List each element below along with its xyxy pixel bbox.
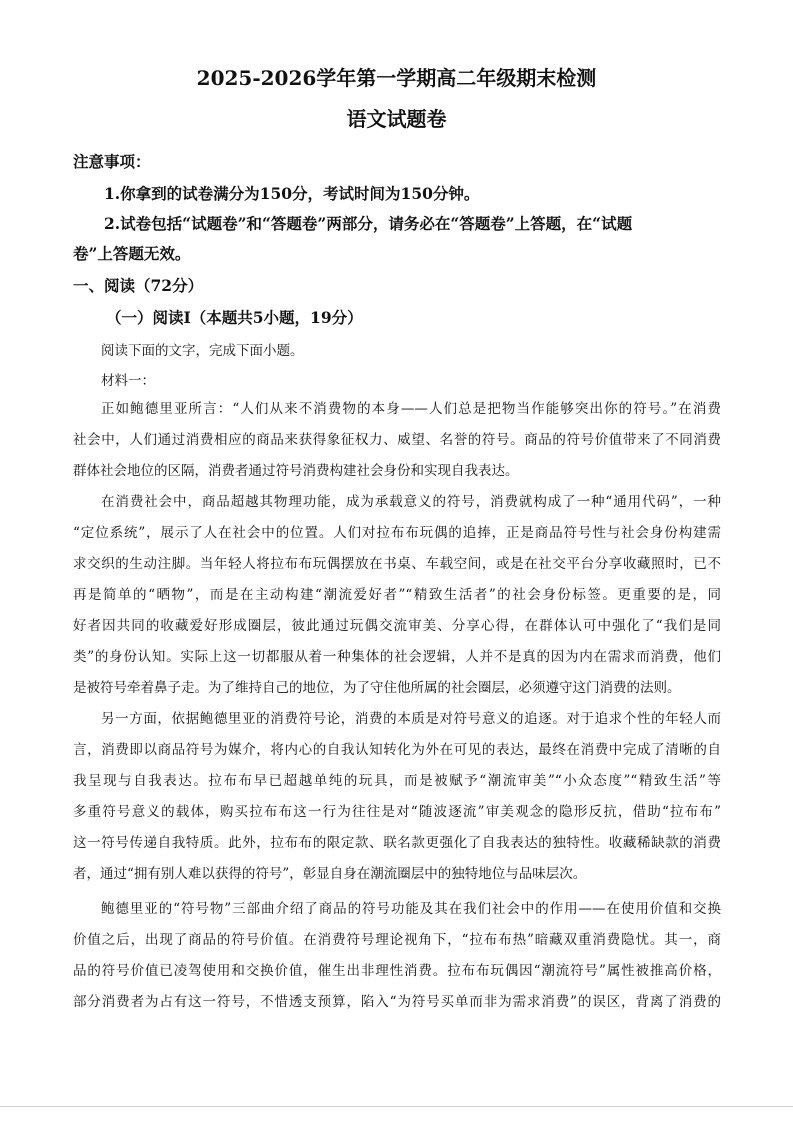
- passage-line: 社会中，人们通过消费相应的商品来获得象征权力、威望、名誉的符号。商品的符号价值带来了不同消费: [73, 432, 721, 448]
- reading-subheading: （一）阅读Ⅰ（本题共5小题，19分）: [106, 308, 363, 327]
- exam-title: 2025-2026学年第一学期高二年级期末检测: [196, 66, 597, 90]
- reading-instruction: 阅读下面的文字，完成下面小题。: [101, 343, 304, 359]
- passage-line: 价值之后，出现了商品的符号价值。在消费符号理论视角下，“拉布布热”暗藏双重消费隐忧。其一，商: [73, 932, 721, 948]
- passage-line: 言，消费即以商品符号为媒介，将内心的自我认知转化为外在可见的表达，最终在消费中完成了清晰的自: [73, 742, 721, 758]
- passage-line: 类”的身份认知。实际上这一切都服从着一种集体的社会逻辑，人并不是真的因为内在需求而消费，他们: [73, 649, 721, 665]
- notice-heading: 注意事项：: [73, 152, 151, 171]
- passage-line: 多重符号意义的载体，购买拉布布这一行为往往是对“随波逐流”审美观念的隐形反抗，借助“拉布布”: [73, 804, 721, 820]
- passage-line: 好者因共同的收藏爱好形成圈层，彼此通过玩偶交流审美、分享心得，在群体认可中强化了“我们是同: [73, 618, 721, 634]
- paper-subtitle: 语文试题卷: [346, 107, 447, 131]
- passage-line: 在消费社会中，商品超越其物理功能，成为承载意义的符号，消费就构成了一种“通用代码”，一种: [101, 494, 721, 510]
- passage-line: 者，通过“拥有别人难以获得的符号”，彰显自身在潮流圈层中的独特地位与品味层次。: [73, 866, 587, 882]
- section-heading: 一、阅读（72分）: [73, 276, 204, 295]
- page-divider: [0, 1106, 793, 1107]
- notice-item-1: 1.你拿到的试卷满分为150分，考试时间为150分钟。: [104, 184, 480, 203]
- material-label: 材料一：: [101, 373, 155, 389]
- passage-line: 正如鲍德里亚所言：“人们从来不消费物的本身——人们总是把物当作能够突出你的符号。”在消费: [101, 401, 721, 417]
- notice-item-2-line-2: 卷”上答题无效。: [73, 244, 191, 263]
- passage-line: 群体社会地位的区隔，消费者通过符号消费构建社会身份和实现自我表达。: [73, 463, 519, 479]
- passage-line: 这一符号传递自我特质。此外，拉布布的限定款、联名款更强化了自我表达的独特性。收藏稀缺款的消费: [73, 835, 721, 851]
- passage-line: 另一方面，依据鲍德里亚的消费符号论，消费的本质是对符号意义的追逐。对于追求个性的年轻人而: [101, 711, 721, 727]
- passage-line: 是被符号牵着鼻子走。为了维持自己的地位，为了守住他所属的社会圈层，必须遵守这门消费的法则。: [73, 680, 681, 696]
- passage-line: 再是简单的“晒物”，而是在主动构建“潮流爱好者”“精致生活者”的社会身份标签。更重要的是，同: [73, 587, 721, 603]
- notice-item-2-line-1: 2.试卷包括“试题卷”和“答题卷”两部分，请务必在“答题卷”上答题，在“试题: [104, 214, 633, 233]
- passage-line: 鲍德里亚的“符号物”三部曲介绍了商品的符号功能及其在我们社会中的作用——在使用价值和交换: [101, 901, 721, 917]
- passage-line: 我呈现与自我表达。拉布布早已超越单纯的玩具，而是被赋予“潮流审美”“小众态度”“精致生活”等: [73, 773, 721, 789]
- passage-line: “定位系统”，展示了人在社会中的位置。人们对拉布布玩偶的追捧，正是商品符号性与社会身份构建需: [73, 525, 721, 541]
- passage-line: 部分消费者为占有这一符号，不惜透支预算，陷入“为符号买单而非为需求消费”的误区，背离了消费的: [73, 994, 721, 1010]
- passage-line: 品的符号价值已凌驾使用和交换价值，催生出非理性消费。拉布布玩偶因“潮流符号”属性被推高价格，: [73, 963, 721, 979]
- passage-line: 求交织的生动注脚。当年轻人将拉布布玩偶摆放在书桌、车载空间，或是在社交平台分享收藏照时，已不: [73, 556, 721, 572]
